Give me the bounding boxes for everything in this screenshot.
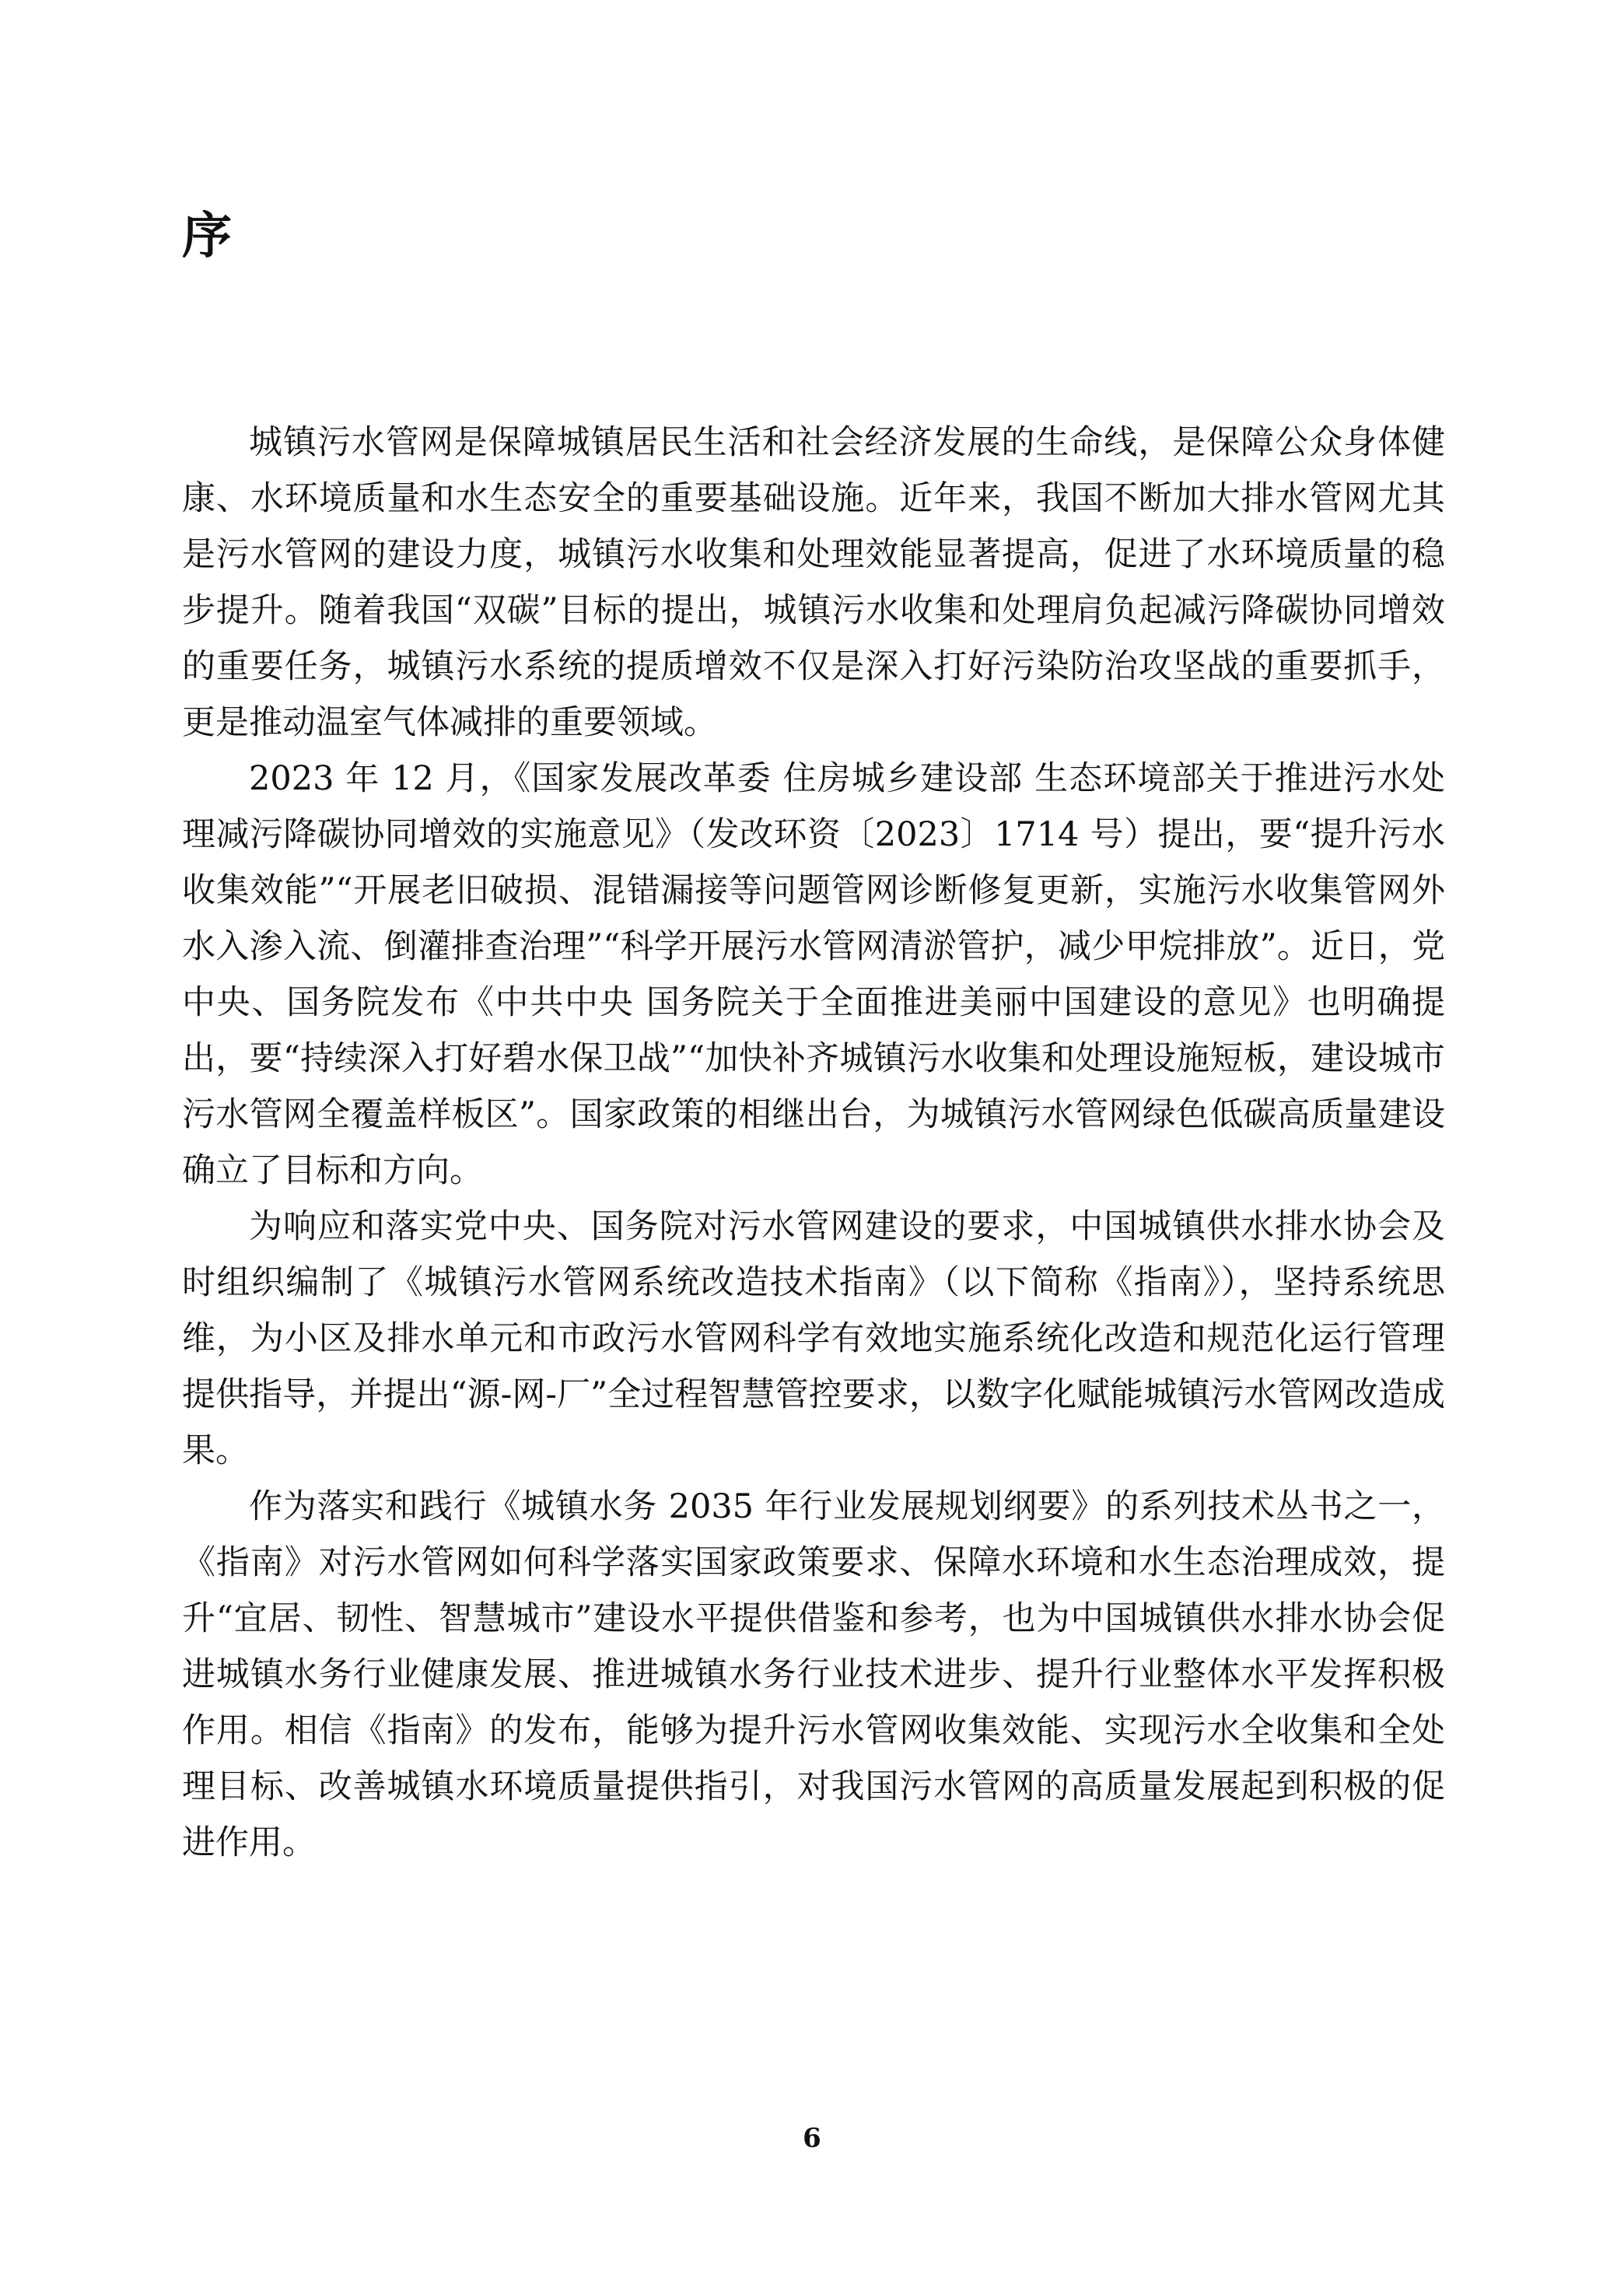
body-text	[182, 415, 1445, 1871]
paragraph-3: 为响应和落实党中央、国务院对污水管网建设的要求，中国城镇供水排水协会及时组织编制了《城镇污水管网系统改造技术指南》（以下简称《指南》），坚持系统思维，为小区及排水单元和市政污水管网科学有效地实施系统化改造和规范化运行管理提供指导，并提出“源-网-厂”全过程智慧管控要求，以数字化赋能城镇污水管网改造成果。	[182, 1207, 1445, 1470]
paragraph-4: 作为落实和践行《城镇水务 2035 年行业发展规划纲要》的系列技术丛书之一，《指南》对污水管网如何科学落实国家政策要求、保障水环境和水生态治理成效，提升“宜居、韧性、智慧城市”建设水平提供借鉴和参考，也为中国城镇供水排水协会促进城镇水务行业健康发展、推进城镇水务行业技术进步、提升行业整体水平发挥积极作用。相信《指南》的发布，能够为提升污水管网收集效能、实现污水全收集和全处理目标、改善城镇水环境质量提供指引，对我国污水管网的高质量发展起到积极的促进作用。	[182, 1487, 1445, 1862]
section-title: 序	[182, 207, 232, 265]
page-number: 6	[803, 2123, 821, 2154]
paragraph-2: 2023 年 12 月，《国家发展改革委 住房城乡建设部 生态环境部关于推进污水处理减污降碳协同增效的实施意见》（发改环资〔2023〕1714 号）提出，要“提升污水收集效能”“开展老旧破损、混错漏接等问题管网诊断修复更新，实施污水收集管网外水入渗入流、倒灌排查治理”“科学开展污水管网清淤管护，减少甲烷排放”。近日，党中央、国务院发布《中共中央 国务院关于全面推进美丽中国建设的意见》也明确提出，要“持续深入打好碧水保卫战”“加快补齐城镇污水收集和处理设施短板，建设城市污水管网全覆盖样板区”。国家政策的相继出台，为城镇污水管网绿色低碳高质量建设确立了目标和方向。	[182, 759, 1445, 1190]
paragraph-1: 城镇污水管网是保障城镇居民生活和社会经济发展的生命线，是保障公众身体健康、水环境质量和水生态安全的重要基础设施。近年来，我国不断加大排水管网尤其是污水管网的建设力度，城镇污水收集和处理效能显著提高，促进了水环境质量的稳步提升。随着我国“双碳”目标的提出，城镇污水收集和处理肩负起减污降碳协同增效的重要任务，城镇污水系统的提质增效不仅是深入打好污染防治攻坚战的重要抓手，更是推动温室气体减排的重要领域。	[182, 423, 1445, 742]
